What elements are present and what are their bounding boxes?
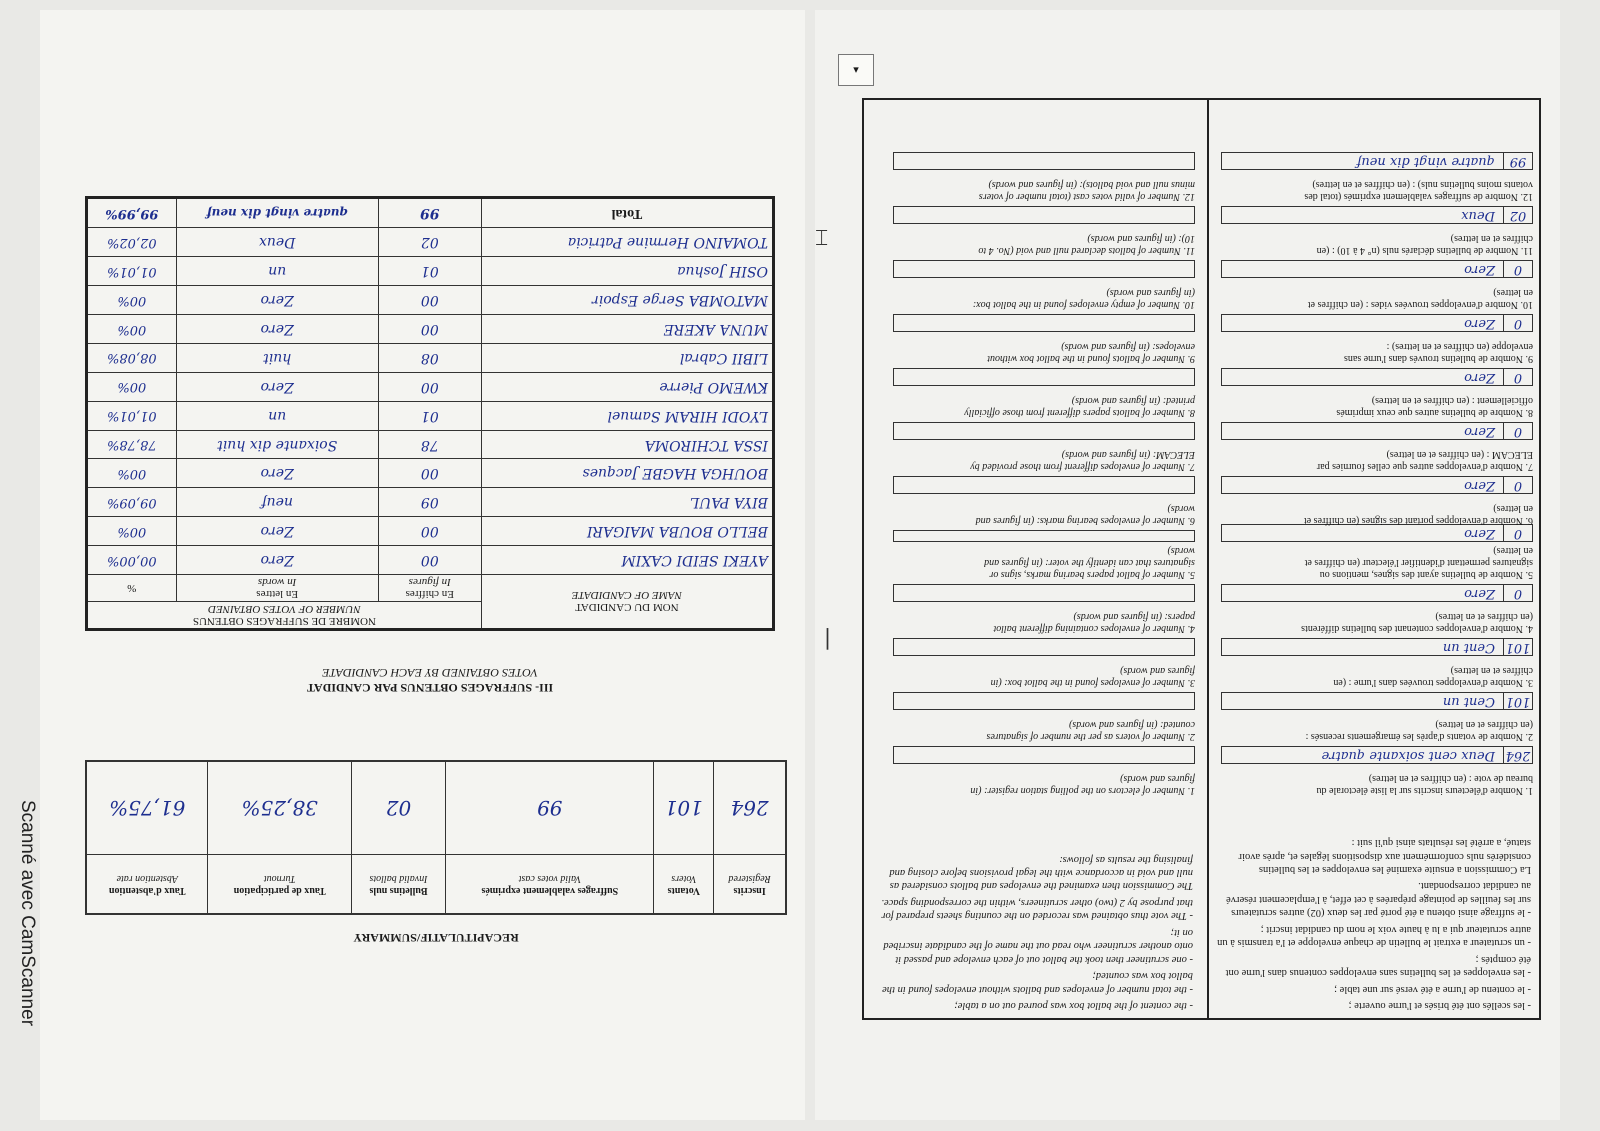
- candidate-votes-percent: 08,08%: [87, 344, 177, 373]
- item-answer-box: [1221, 746, 1533, 764]
- col-header-votes: [87, 602, 482, 630]
- page-corner-marker: ▾: [838, 54, 874, 86]
- list-item: [871, 310, 1201, 364]
- table-row: [87, 286, 774, 315]
- candidate-name: OSIH Joshua: [481, 257, 773, 286]
- candidate-votes-words: Zero: [176, 286, 378, 315]
- summary-header-fr: Bulletins nuls: [369, 885, 428, 897]
- list-item: [1209, 310, 1539, 364]
- item-label-fr: 5. Nombre de bulletins ayant des signes, mentions ou signatures permettant d'identifier l'électeur (en chiffres et en lettres): [1304, 545, 1533, 580]
- list-item: [1209, 580, 1539, 634]
- list-item: [871, 202, 1201, 256]
- item-words: Cent un: [1442, 694, 1495, 710]
- item-empty-box: [893, 692, 1195, 710]
- item-answer-box: [1221, 260, 1533, 278]
- item-answer-box: [1221, 368, 1533, 386]
- candidate-votes-figures: 00: [378, 372, 481, 401]
- col-header-figures-en: In figures: [408, 576, 451, 588]
- list-item: [871, 742, 1201, 796]
- candidate-votes-figures: 01: [378, 401, 481, 430]
- item-empty-box: [893, 314, 1195, 332]
- candidate-votes-words: Zero: [176, 459, 378, 488]
- list-item: [1209, 742, 1539, 796]
- candidate-votes-figures: 00: [378, 286, 481, 315]
- list-item: [1209, 202, 1539, 256]
- candidate-name: BOUHGA HAGBE Jacques: [481, 459, 773, 488]
- list-item: [1209, 364, 1539, 418]
- item-answer-box: [1221, 422, 1533, 440]
- item-words: Zero: [1464, 316, 1495, 332]
- item-label-en: 5. Number of ballot papers bearing marks, signs or signatures that can identify the voter: (in figures and words): [984, 545, 1195, 580]
- candidate-name: AYEKI SEIDI CAXIM: [481, 546, 773, 575]
- candidate-votes-percent: 00,00%: [87, 546, 177, 575]
- candidate-name: MUNA AKERE: [481, 315, 773, 344]
- table-row: [87, 315, 774, 344]
- candidate-votes-figures: 78: [378, 430, 481, 459]
- item-figure: 02: [1503, 207, 1532, 223]
- candidate-votes-percent: 00%: [87, 517, 177, 546]
- item-figure: 99: [1503, 153, 1532, 169]
- summary-header-abstention: [86, 855, 208, 915]
- item-empty-box: [893, 206, 1195, 224]
- section-3-title-fr: III- SUFFRAGES OBTENUS PAR CANDIDAT: [306, 681, 554, 695]
- summary-header-en: Abstention rate: [116, 873, 178, 884]
- list-item: [1209, 256, 1539, 310]
- intro-line: - les enveloppes et les bulletins sans enveloppes contenus dans l'urne ont été comptés ;: [1225, 953, 1531, 979]
- item-figure: 264: [1503, 747, 1532, 763]
- summary-header-invalid-ballots: [351, 855, 445, 915]
- list-item: [1209, 526, 1539, 580]
- list-item: [871, 364, 1201, 418]
- item-label-fr: 9. Nombre de bulletins trouvés dans l'urne sans enveloppe (en chiffres et en lettres) :: [1344, 341, 1533, 364]
- table-row: [87, 344, 774, 373]
- summary-header-en: Registered: [728, 873, 771, 884]
- item-empty-box: [893, 476, 1195, 494]
- item-label-fr: 1. Nombre d'électeurs inscrits sur la liste électorale du bureau de vote : (en chiffres et en lettres): [1316, 773, 1533, 796]
- summary-header-registered: [714, 855, 786, 915]
- list-item: [871, 688, 1201, 742]
- table-row: [87, 517, 774, 546]
- results-form: [862, 98, 1541, 1020]
- table-row: [87, 459, 774, 488]
- summary-header-turnout: [208, 855, 351, 915]
- candidate-votes-figures: 00: [378, 315, 481, 344]
- table-row: [87, 546, 774, 575]
- summary-header-voters: [654, 855, 714, 915]
- candidate-votes-percent: 00%: [87, 286, 177, 315]
- item-words: Zero: [1464, 586, 1495, 602]
- item-label-fr: 10. Nombre d'enveloppes trouvées vides : (en chiffres et en lettres): [1307, 287, 1533, 310]
- table-row: [87, 257, 774, 286]
- candidate-votes-percent: 00%: [87, 372, 177, 401]
- summary-table: [85, 760, 787, 915]
- item-figure: 0: [1503, 477, 1532, 493]
- item-figure: 0: [1503, 585, 1532, 601]
- item-label-en: 6. Number of envelopes bearing marks: (in figures and words): [975, 503, 1195, 526]
- candidate-name: BIYA PAUL: [481, 488, 773, 517]
- intro-line: - les scellés ont été brisés et l'urne ouverte ;: [1348, 1000, 1531, 1011]
- col-header-name-fr: NOM DU CANDIDAT: [575, 601, 679, 614]
- list-item: [1209, 418, 1539, 472]
- item-label-fr: 3. Nombre d'enveloppes trouvées dans l'urne : (en chiffres et en lettres): [1333, 665, 1533, 688]
- list-item: [871, 148, 1201, 202]
- item-label-fr: 4. Nombre d'enveloppes contenant des bulletins différents (en chiffres et en lettres): [1301, 611, 1533, 634]
- candidate-votes-percent: 78,78%: [87, 430, 177, 459]
- item-empty-box: [893, 746, 1195, 764]
- col-header-votes-fr: NOMBRE DE SUFFRAGES OBTENUS: [192, 615, 376, 627]
- section-3-title: [85, 655, 775, 695]
- margin-mark-icon: ∣: [822, 625, 833, 650]
- item-empty-box: [893, 530, 1195, 542]
- table-row: [87, 430, 774, 459]
- summary-header-fr: Inscrits: [733, 885, 766, 897]
- summary-header-en: Voters: [671, 873, 697, 884]
- item-words: Zero: [1464, 370, 1495, 386]
- item-empty-box: [893, 368, 1195, 386]
- item-figure: 101: [1503, 639, 1532, 655]
- item-label-en: 4. Number of envelopes containing different ballot papers: (in figures and words): [993, 611, 1195, 634]
- candidate-votes-percent: 01,01%: [87, 401, 177, 430]
- summary-header-fr: Taux de participation: [233, 885, 326, 897]
- candidate-votes-figures: 00: [378, 546, 481, 575]
- item-label-fr: 6. Nombre d'enveloppes portant des signes (en chiffres et en lettres): [1303, 503, 1533, 526]
- item-words: Deux: [1461, 208, 1495, 224]
- candidate-name: BELLO BOUBA MAIGARI: [481, 517, 773, 546]
- total-percent: 99,99%: [87, 198, 177, 229]
- total-figures: 99: [378, 198, 481, 229]
- item-empty-box: [893, 584, 1195, 602]
- summary-value-valid-votes: 99: [446, 761, 654, 855]
- candidate-votes-words: Zero: [176, 372, 378, 401]
- summary-title: RECAPITULATIF/SUMMARY: [353, 931, 519, 945]
- candidate-votes-figures: 08: [378, 344, 481, 373]
- list-item: [1209, 472, 1539, 526]
- col-header-name: [481, 575, 773, 630]
- item-answer-box: [1221, 692, 1533, 710]
- total-row: [87, 198, 774, 229]
- item-answer-box: [1221, 476, 1533, 494]
- intro-line: - un scrutateur a extrait le bulletin de chaque enveloppe et l'a transmis à un autre scrutateur qui a lu à haute voix le nom du candidat inscrit ;: [1217, 923, 1531, 949]
- table-row: [87, 401, 774, 430]
- table-row: [87, 372, 774, 401]
- item-label-en: 11. Number of ballots declared null and void (No. 4 to 10): (in figures and words): [978, 233, 1195, 256]
- candidate-name: KWEMO Pierre: [481, 372, 773, 401]
- intro-line: - le contenu de l'urne a été versé sur une table ;: [1334, 983, 1531, 995]
- item-figure: 0: [1503, 315, 1532, 331]
- list-item: [871, 418, 1201, 472]
- candidate-name: TOMAINO Hermine Patricia: [481, 228, 773, 257]
- candidate-name: LIBII Cabral: [481, 344, 773, 373]
- summary-header-fr: Taux d'abstention: [108, 885, 186, 897]
- candidate-votes-words: huit: [176, 344, 378, 373]
- item-label-en: 7. Number of envelopes different from those provided by ELECAM: (in figures and words): [970, 449, 1195, 472]
- margin-mark-icon: ⌶: [815, 225, 829, 250]
- col-header-figures: [378, 575, 481, 602]
- intro-line: - le suffrage ainsi obtenu a été porté par les deux (02) autres scrutateurs sur les feuilles de pointage préparées à cet effet, à l'emplacement réservé au candidat correspondant.: [1226, 880, 1531, 919]
- item-answer-box: [1221, 584, 1533, 602]
- item-figure: 0: [1503, 525, 1532, 541]
- candidate-table: [85, 196, 775, 631]
- item-label-en: 2. Number of voters as per the number of signatures counted: (in figures and words): [986, 719, 1195, 742]
- form-column-french: [1207, 100, 1539, 1018]
- item-label-en: 10. Number of empty envelopes found in the ballot box: (in figures and words): [972, 287, 1195, 310]
- list-item: [871, 472, 1201, 526]
- item-answer-box: [1221, 638, 1533, 656]
- list-item: [1209, 688, 1539, 742]
- candidate-name: MATOMBA Serge Espoir: [481, 286, 773, 315]
- candidate-name: ISSA TCHIROMA: [481, 430, 773, 459]
- form-intro-en: [871, 845, 1201, 1018]
- form-items-en: [871, 148, 1201, 796]
- list-item: [1209, 634, 1539, 688]
- intro-line: La Commission a ensuite examiné les enveloppes et les bulletins considérés nuls conformément aux dispositions légales et, après avoir statué, a arrêté les résultats ainsi qu'il suit :: [1238, 837, 1531, 876]
- item-label-fr: 7. Nombre d'enveloppes autres que celles fournies par ELECAM : (en chiffres et en lettres): [1316, 449, 1533, 472]
- intro-line: - the content of the ballot box was poured out on a table;: [954, 1000, 1193, 1011]
- col-header-name-en: NAME OF CANDIDATE: [571, 589, 683, 602]
- item-answer-box: [1221, 314, 1533, 332]
- item-label-fr: 11. Nombre de bulletins déclarés nuls (n° 4 à 10) : (en chiffres et en lettres): [1316, 233, 1533, 256]
- item-figure: 0: [1503, 261, 1532, 277]
- summary-header-row: [86, 855, 786, 915]
- candidate-votes-words: un: [176, 401, 378, 430]
- candidate-table-wrapper: [85, 196, 775, 631]
- candidate-votes-percent: 00%: [87, 315, 177, 344]
- item-empty-box: [893, 152, 1195, 170]
- summary-header-en: Valid votes cast: [518, 873, 581, 884]
- candidate-votes-figures: 02: [378, 228, 481, 257]
- candidate-votes-words: Deux: [176, 228, 378, 257]
- table-row: [87, 488, 774, 517]
- item-figure: 0: [1503, 369, 1532, 385]
- summary-value-abstention: 61,75%: [86, 761, 208, 855]
- item-words: Zero: [1464, 526, 1495, 542]
- item-empty-box: [893, 260, 1195, 278]
- summary-value-registered: 264: [714, 761, 786, 855]
- item-empty-box: [893, 638, 1195, 656]
- summary-header-en: Turnout: [263, 873, 296, 884]
- candidate-votes-words: Zero: [176, 546, 378, 575]
- table-row: [87, 228, 774, 257]
- intro-line: - The vote thus obtained was recorded on the counting sheets prepared for that purpose by 2 (two) other scrutineers, within the corresponding space.: [881, 896, 1193, 922]
- item-label-en: 9. Number of ballots found in the ballot box without envelopes: (in figures and words): [987, 341, 1195, 364]
- candidate-votes-figures: 01: [378, 257, 481, 286]
- summary-table-wrapper: [85, 760, 787, 915]
- scanner-watermark: Scanné avec CamScanner: [17, 800, 38, 1027]
- section-3-title-en: VOTES OBTAINED BY EACH CANDIDATE: [322, 666, 538, 680]
- item-words: Zero: [1464, 478, 1495, 494]
- item-answer-box: [1221, 206, 1533, 224]
- item-label-fr: 8. Nombre de bulletins autres que ceux imprimés officiellement : (en chiffres et en lettres): [1336, 395, 1533, 418]
- candidate-votes-percent: 09,09%: [87, 488, 177, 517]
- item-words: Zero: [1464, 424, 1495, 440]
- list-item: [871, 256, 1201, 310]
- item-label-en: 8. Number of ballots papers different from those officially printed: (in figures and words): [964, 395, 1195, 418]
- total-label: Total: [481, 198, 773, 229]
- candidate-votes-figures: 00: [378, 517, 481, 546]
- item-label-fr: 2. Nombre de votants d'après les émargements recensés : (en chiffres et en lettres): [1305, 719, 1533, 742]
- total-words: quatre vingt dix neuf: [176, 198, 378, 229]
- item-label-en: 3. Number of envelopes found in the ballot box: (in figures and words): [990, 665, 1195, 688]
- candidate-votes-words: neuf: [176, 488, 378, 517]
- item-words: Zero: [1464, 262, 1495, 278]
- summary-header-fr: Votants: [667, 885, 701, 897]
- candidate-votes-percent: 00%: [87, 459, 177, 488]
- candidate-votes-figures: 09: [378, 488, 481, 517]
- form-intro-fr: [1209, 829, 1539, 1018]
- item-empty-box: [893, 422, 1195, 440]
- summary-header-valid-votes: [446, 855, 654, 915]
- summary-values-row: [86, 761, 786, 855]
- item-words: Cent un: [1442, 640, 1495, 656]
- candidate-name: LYODI HIRAM Samuel: [481, 401, 773, 430]
- item-answer-box: [1221, 152, 1533, 170]
- col-header-percent: %: [87, 575, 177, 602]
- item-words: Deux cent soixante quatre: [1321, 748, 1495, 764]
- list-item: [871, 580, 1201, 634]
- intro-line: - one scrutineer then took the ballot out of each envelope and passed it onto another scrutineer who read out the name of the candidate inscribed on it;: [883, 926, 1193, 965]
- item-figure: 0: [1503, 423, 1532, 439]
- list-item: [871, 526, 1201, 580]
- candidate-votes-percent: 02,02%: [87, 228, 177, 257]
- candidate-votes-words: un: [176, 257, 378, 286]
- summary-value-voters: 101: [654, 761, 714, 855]
- form-column-english: [871, 100, 1201, 1018]
- item-words: quatre vingt dix neuf: [1356, 154, 1495, 170]
- list-item: [871, 634, 1201, 688]
- col-header-votes-en: NUMBER OF VOTES OBTAINED: [208, 603, 361, 615]
- intro-line: - the total number of envelopes and ballots without envelopes found in the ballot box was counted;: [882, 970, 1193, 995]
- summary-value-invalid-ballots: 02: [351, 761, 445, 855]
- col-header-words: [176, 575, 378, 602]
- candidate-votes-words: Zero: [176, 517, 378, 546]
- item-label-en: 12. Number of valid votes cast (total number of voters minus null and void ballots): (in figures and words): [978, 179, 1195, 202]
- candidate-votes-words: Zero: [176, 315, 378, 344]
- col-header-words-fr: En lettres: [256, 588, 299, 600]
- col-header-figures-fr: En chiffres: [405, 588, 454, 600]
- item-answer-box: [1221, 524, 1533, 542]
- candidate-votes-percent: 01,01%: [87, 257, 177, 286]
- form-items-fr: [1209, 148, 1539, 796]
- item-label-fr: 12. Nombre de suffrages valablement exprimés (total des votants moins bulletins nuls) : (en chiffres et en lettres): [1304, 179, 1533, 202]
- candidate-votes-figures: 00: [378, 459, 481, 488]
- col-header-words-en: In words: [257, 576, 297, 588]
- intro-line: The Commission then examined the envelopes and ballots considered as null and void in accordance with the legal provisions before closing and finalising the results as follows:: [889, 853, 1193, 892]
- item-label-en: 1. Number of electors on the polling station register: (in figures and words): [970, 773, 1195, 796]
- summary-value-turnout: 38,25%: [208, 761, 351, 855]
- candidate-votes-words: Soixante dix huit: [176, 430, 378, 459]
- summary-header-en: Invalid ballots: [369, 873, 428, 884]
- summary-header-fr: Suffrages valablement exprimés: [481, 885, 619, 897]
- item-figure: 101: [1503, 693, 1532, 709]
- list-item: [1209, 148, 1539, 202]
